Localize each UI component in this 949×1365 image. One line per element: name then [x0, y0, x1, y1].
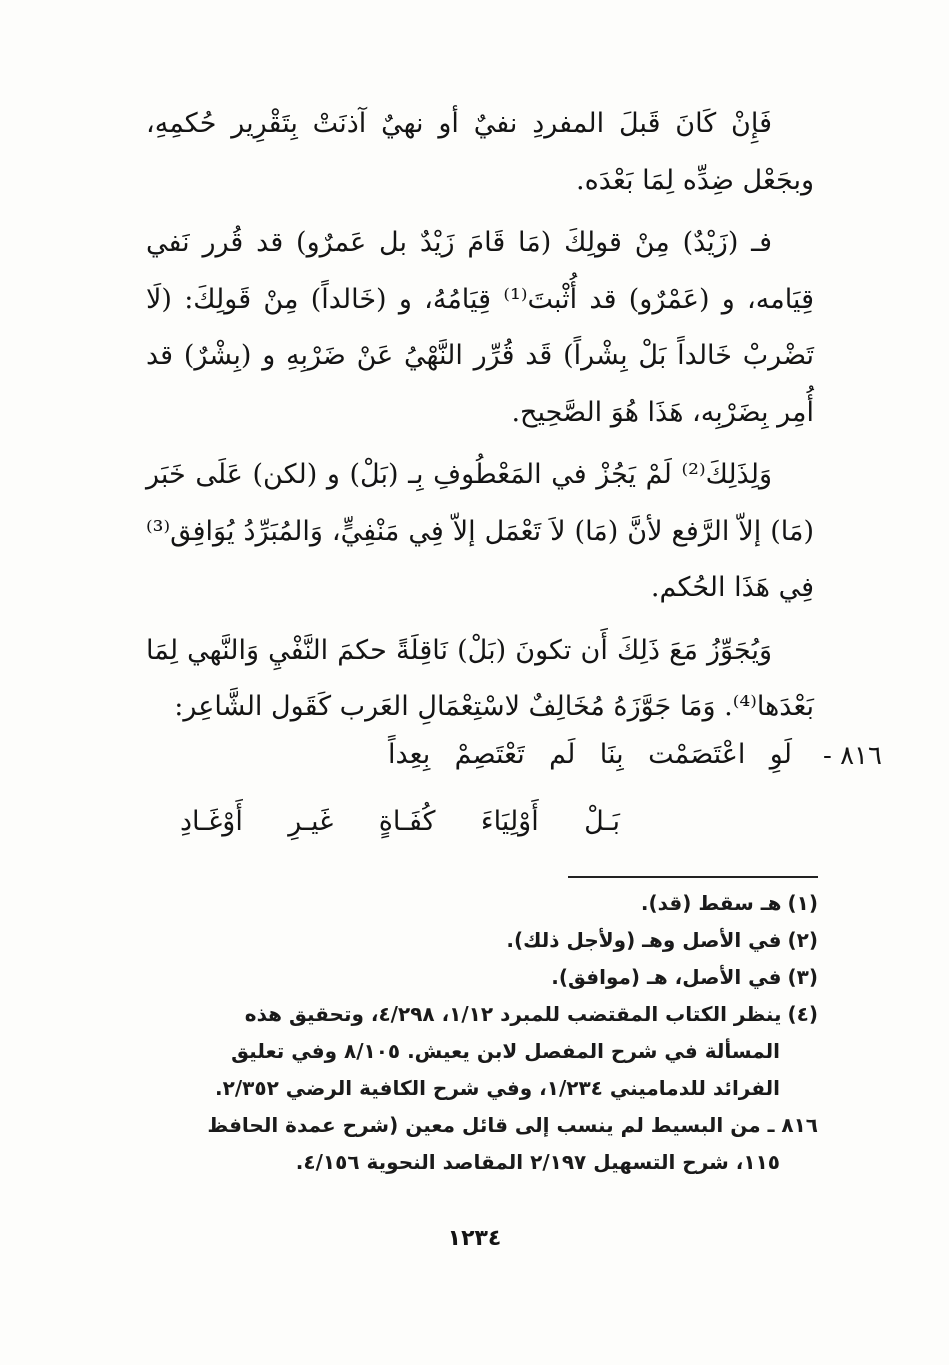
footnote [146, 885, 818, 922]
footnote-text: في الأصل وهـ (ولأجل ذلك). [506, 928, 782, 952]
footnote-continuation: الفرائد للدماميني ١/٢٣٤، وفي شرح الكافية الرضي ٢/٣٥٢. [215, 1076, 780, 1100]
footnote-number: (٣) [787, 965, 818, 989]
footnote-number: (١) [787, 891, 818, 915]
footnote-separator [568, 876, 818, 878]
footnote-number: (٤) [787, 1002, 818, 1026]
footnote-text: ينظر الكتاب المقتضب للمبرد ١/١٢، ٤/٢٩٨، وتحقيق هذه [244, 1002, 782, 1026]
footnote-continuation: المسألة في شرح المفصل لابن يعيش. ٨/١٠٥ وفي تعليق [231, 1039, 780, 1063]
verse-source-note: ٨١٦ ـ من البسيط لم ينسب إلى قائل معين (شرح عمدة الحافظ [207, 1113, 818, 1137]
footnote-text: في الأصل، هـ (موافق). [551, 965, 782, 989]
page-number: ١٢٣٤ [447, 1226, 502, 1251]
main-text [146, 96, 814, 742]
paragraph: وَيُجَوِّزُ مَعَ ذَلِكَ أَن تكونَ (بَلْ) نَاقِلَةً حكمَ النَّفْيِ وَالنَّهي لِمَا بَعْدَها⁽⁴⁾. وَمَا جَوَّزَهُ مُخَالِفٌ لاسْتِعْمَالِ العَرب كَقَول الشَّاعِر: [146, 634, 814, 722]
verse-source-note-continuation: ١١٥، شرح التسهيل ٢/١٩٧ المقاصد النحوية ٤/١٥٦. [295, 1150, 780, 1174]
paragraph: فـ (زَيْدٌ) مِنْ قولِكَ (مَا قَامَ زَيْدٌ بل عَمرٌو) قد قُرر نَفي قِيَامه، و (عَمْرٌو) قد أُثْبتَ⁽¹⁾ قِيَامُهُ، و (خَالداً) مِنْ قَولِكَ: (لَا تَضْربْ خَالداً بَلْ بِشْراً) قَد قُرِّر النَّهْيُ عَنْ ضَرْبِهِ و (بِشْرٌ) قد أُمِر بِضَرْبِه، هَذَا هُوَ الصَّحِيح. [146, 227, 814, 428]
verse-number: ٨١٦ - [823, 741, 882, 771]
verse-first-hemistich: لَوِ اعْتَصَمْت بِنَا لَم تَعْتَصِمْ بِعِداً [388, 739, 792, 770]
footnote [146, 922, 818, 959]
paragraph: فَإِنْ كَانَ قَبلَ المفردِ نفيٌ أو نهيٌ آذنَتْ بِتَقْرِير حُكمِهِ، وبجَعْل ضِدِّه لِمَا بَعْدَه. [146, 108, 814, 196]
footnotes [146, 885, 818, 1181]
footnote-number: (٢) [787, 928, 818, 952]
footnote-text: هـ سقط (قد). [640, 891, 782, 915]
footnote [146, 996, 818, 1033]
verse-second-hemistich: بَـلْ أَوْلِيَاءَ كُفَـاةٍ غَيـرِ أَوْغَـادِ [180, 806, 620, 837]
paragraph: وَلِذَلِكَ⁽²⁾ لَمْ يَجُزْ في المَعْطُوفِ بِـ (بَلْ) و (لكن) عَلَى خَبَر (مَا) إلاّ الرَّفع لأنَّ (مَا) لاَ تَعْمَل إلاّ فِي مَنْفِيٍّ، وَالمُبَرِّدُ يُوَافِق⁽³⁾ فِي هَذَا الحُكم. [146, 459, 814, 603]
footnote [146, 959, 818, 996]
